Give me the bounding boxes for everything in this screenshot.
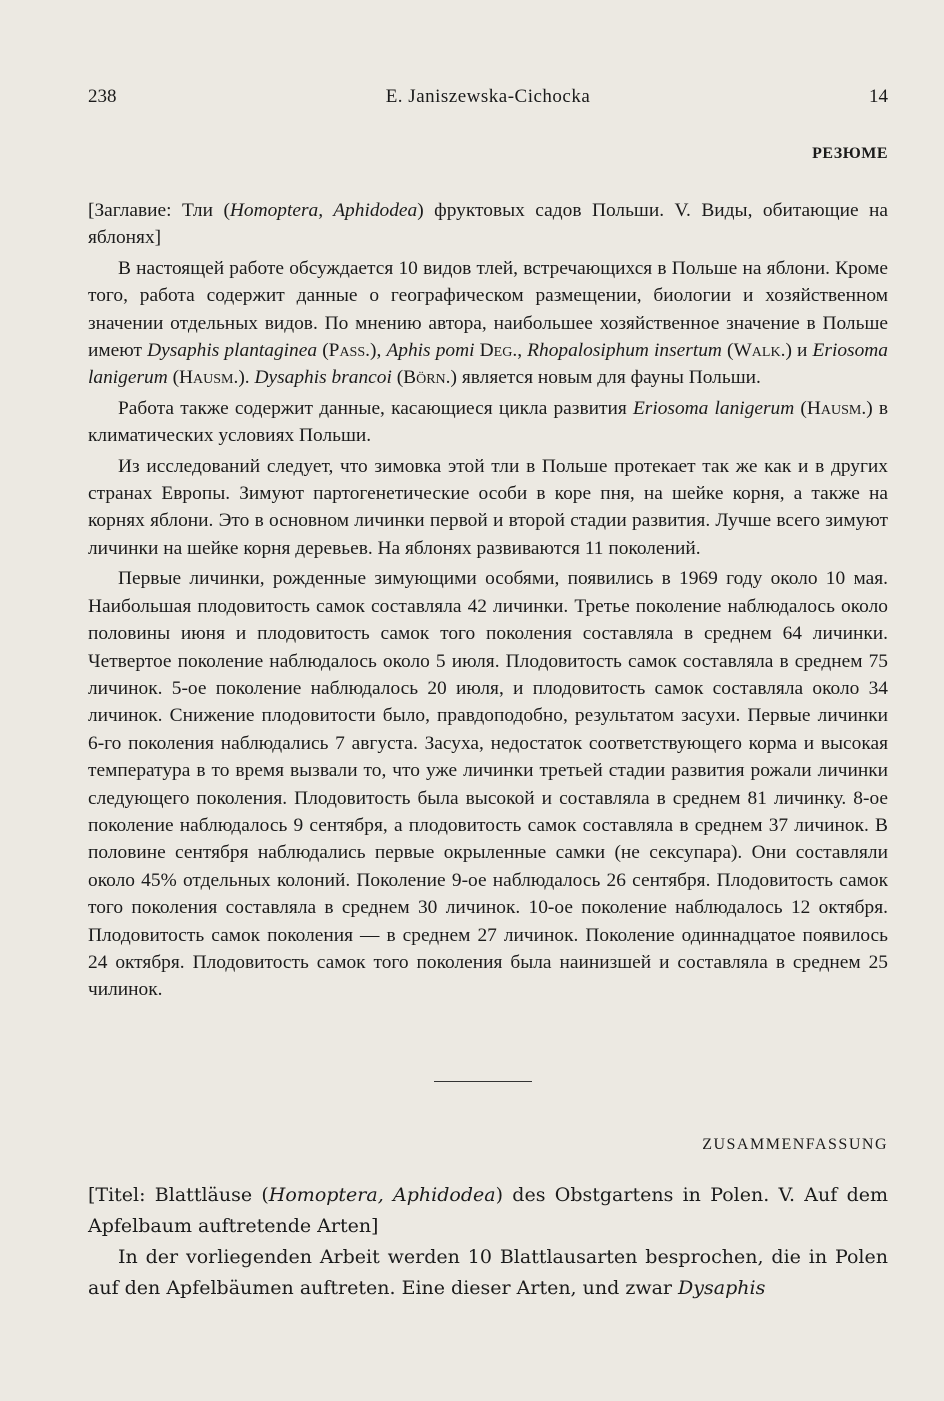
running-author: E. Janiszewska-Cichocka xyxy=(385,86,591,107)
running-number: 14 xyxy=(869,86,888,107)
summary-ru-paragraph-1: В настоящей работе обсуждается 10 видов тлей, встречающихся в Польше на яблони. Кроме того, работа содержит данные о географическом размещении, биологии и хозяйственном значении отдельных видов. По мнению автора, наибольшее хозяйственное значение в Польше имеют Dysaphis plantaginea (Pass.), Aphis pomi Deg., Rhopalosiphum insertum (Walk.) и Eriosoma lanigerum (Hausm.). Dysaphis brancoi (Börn.) является новым для фауны Польши. xyxy=(88,257,888,389)
summary-ru-title: [Заглавие: Тли (Homoptera, Aphidodea) фруктовых садов Польши. V. Виды, обитающие на яблонях] xyxy=(88,200,889,249)
summary-ru-heading: РЕЗЮМЕ xyxy=(812,145,888,162)
page-number: 238 xyxy=(88,86,117,107)
summary-de-title: [Titel: Blattläuse (Homoptera, Aphidodea) des Obstgartens in Polen. V. Auf dem Apfelbaum auftretende Arten] xyxy=(88,1184,888,1237)
section-divider xyxy=(434,1081,532,1082)
summary-ru-paragraph-3: Из исследований следует, что зимовка этой тли в Польше протекает так же как и в других странах Европы. Зимуют партогенетические особи в коре пня, на шейке корня, а также на корнях яблони. Это в основном личинки первой и второй стадии развития. Лучше всего зимуют личинки на шейке корня деревьев. На яблонях развиваются 11 поколений. xyxy=(88,455,888,559)
summary-ru-paragraph-4: Первые личинки, рожденные зимующими особями, появились в 1969 году около 10 мая. Наибольшая плодовитость самок составляла 42 личинки. Третье поколение наблюдалось около половины июня и плодовитость самок того поколения составляла в среднем 64 личинки. Четвертое поколение наблюдалось около 5 июля. Плодовитость самок составляла в среднем 75 личинок. 5-ое поколение наблюдалось 20 июля, и плодовитость самок составляла около 34 личинок. Снижение плодовитости было, правдоподобно, результатом засухи. Первые личинки 6-го поколения наблюдались 7 августа. Засуха, недостаток соответствующего корма и высокая температура в то время вызвали то, что уже личинки третьей стадии развития рожали личинки следующего поколения. Плодовитость была высокой и составляла в среднем 81 личинку. 8-ое поколение наблюдалось 9 сентября, а плодовитость самок составляла в среднем 37 личинок. В половине сентября наблюдались первые окрыленные самки (не сексупара). Они составляли около 45% отдельных колоний. Поколение 9-ое наблюдалось 26 сентября. Плодовитость самок того поколения составляла в среднем 30 личинок. 10-ое поколение наблюдалось 12 октября. Плодовитость самок поколения — в среднем 27 личинок. Поколение одиннадцатое появилось 24 октября. Плодовитость самок того поколения была наинизшей и составляла в среднем 25 чилинок. xyxy=(88,568,888,1001)
summary-ru-paragraph-2: Работа также содержит данные, касающиеся цикла развития Eriosoma lanigerum (Hausm.) в климатических условиях Польши. xyxy=(88,397,888,447)
summary-de-body xyxy=(88,1180,888,1304)
summary-ru-body xyxy=(88,197,888,1007)
summary-de-paragraph-1: In der vorliegenden Arbeit werden 10 Blattlausarten besprochen, die in Polen auf den Apfelbäumen auftreten. Eine dieser Arten, und zwar Dysaphis xyxy=(88,1246,888,1299)
page-header xyxy=(88,86,888,116)
summary-de-heading: ZUSAMMENFASSUNG xyxy=(702,1136,888,1153)
